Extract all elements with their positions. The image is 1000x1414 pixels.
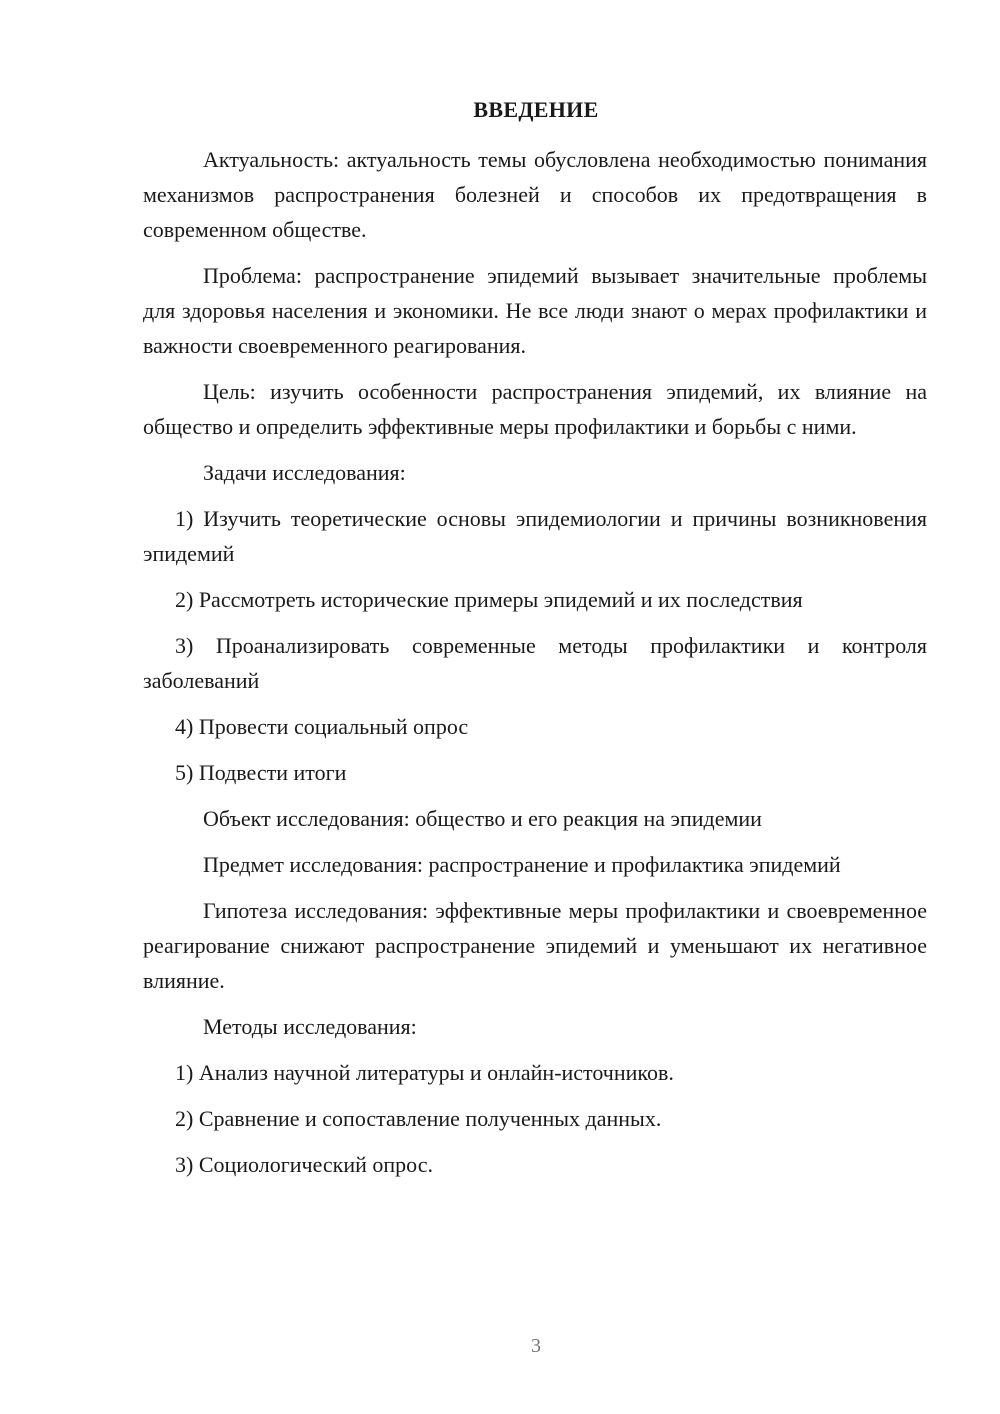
goal-paragraph: Цель: изучить особенности распространения эпидемий, их влияние на общество и определить эффективные меры профилактики и борьбы с ними. <box>143 379 927 439</box>
task-item: 5) Подвести итоги <box>175 760 347 785</box>
method-item: 3) Социологический опрос. <box>175 1152 433 1177</box>
task-item: 2) Рассмотреть исторические примеры эпидемий и их последствия <box>175 587 803 612</box>
tasks-title: Задачи исследования: <box>203 460 406 485</box>
method-item: 1) Анализ научной литературы и онлайн-источников. <box>175 1060 674 1085</box>
task-item: 4) Провести социальный опрос <box>175 714 469 739</box>
page-title: ВВЕДЕНИЕ <box>473 97 599 122</box>
method-item: 2) Сравнение и сопоставление полученных данных. <box>175 1106 662 1131</box>
hypothesis-paragraph: Гипотеза исследования: эффективные меры профилактики и своевременное реагирование снижают распространение эпидемий и уменьшают их негативное влияние. <box>143 898 927 993</box>
subject-paragraph: Предмет исследования: распространение и профилактика эпидемий <box>203 852 841 877</box>
task-item: 1) Изучить теоретические основы эпидемиологии и причины возникновения эпидемий <box>143 506 927 566</box>
page-number: 3 <box>531 1335 541 1357</box>
relevance-paragraph: Актуальность: актуальность темы обусловлена необходимостью понимания механизмов распространения болезней и способов их предотвращения в современном обществе. <box>143 147 927 242</box>
methods-title: Методы исследования: <box>203 1014 417 1039</box>
task-item: 3) Проанализировать современные методы профилактики и контроля заболеваний <box>143 633 927 693</box>
problem-paragraph: Проблема: распространение эпидемий вызывает значительные проблемы для здоровья населения и экономики. Не все люди знают о мерах профилактики и важности своевременного реагирования. <box>143 263 927 358</box>
page-body <box>143 142 927 1193</box>
object-paragraph: Объект исследования: общество и его реакция на эпидемии <box>203 806 762 831</box>
